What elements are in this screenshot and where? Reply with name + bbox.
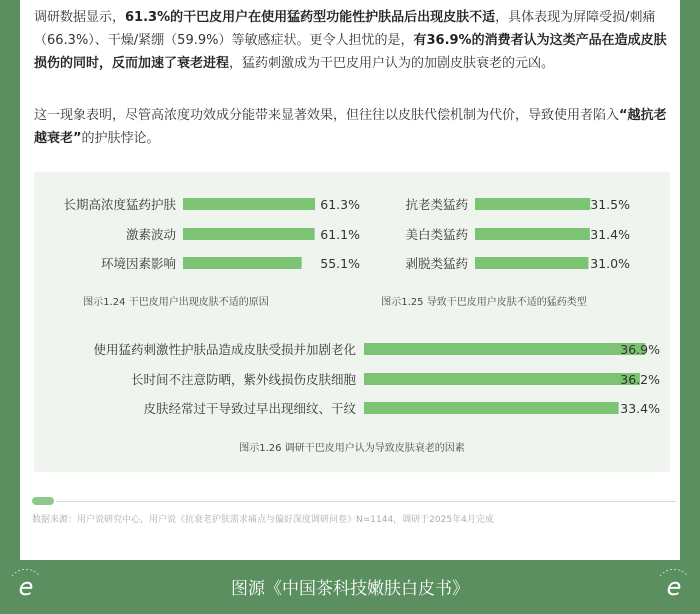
chart3-title: 图示1.26 调研干巴皮用户认为导致皮肤衰老的因素 <box>239 443 465 454</box>
chart2-value-label: 31.5% <box>590 197 630 212</box>
article-card <box>20 0 680 560</box>
chart2-category-label: 抗老类猛药 <box>405 197 468 212</box>
chart2-title: 图示1.25 导致干巴皮用户皮肤不适的猛药类型 <box>381 297 587 308</box>
chart3-bar <box>364 343 645 355</box>
chart1-value-label: 61.1% <box>320 227 360 242</box>
chart2-bar <box>475 198 590 210</box>
footer-title: 图源《中国茶科技嫩肤白皮书》 <box>231 579 469 599</box>
chart1-bar <box>183 198 315 210</box>
chart1-value-label: 61.3% <box>320 197 360 212</box>
chart3-value-label: 36.9% <box>620 342 660 357</box>
chart3-bar <box>364 402 619 414</box>
charts-panel <box>34 172 670 472</box>
chart1-category-label: 长期高浓度猛药护肤 <box>63 197 176 212</box>
chart1-category-label: 环境因素影响 <box>100 256 176 271</box>
chart3-category-label: 皮肤经常过干导致过早出现细纹、干纹 <box>143 401 356 416</box>
chart3-value-label: 36.2% <box>620 372 660 387</box>
svg-text:e: e <box>18 573 34 601</box>
intro-paragraph-2: 这一现象表明，尽管高浓度功效成分能带来显著效果，但往往以皮肤代偿机制为代价，导致使用者陷入“越抗老越衰老”的护肤悖论。 <box>34 108 667 146</box>
chart3-value-label: 33.4% <box>620 401 660 416</box>
chart3-category-label: 使用猛药刺激性护肤品造成皮肤受损并加剧老化 <box>93 342 356 357</box>
charts-svg <box>34 172 670 472</box>
chart3-bar <box>364 373 640 385</box>
footer-banner <box>0 560 700 614</box>
chart2-category-label: 剥脱类猛药 <box>405 256 468 271</box>
chart1-title: 图示1.24 干巴皮用户出现皮肤不适的原因 <box>83 297 269 308</box>
brand-logo-left <box>4 564 48 608</box>
chart3-category-label: 长时间不注意防晒，紫外线损伤皮肤细胞 <box>130 372 356 387</box>
chart2-bar <box>475 257 588 269</box>
chart2-value-label: 31.0% <box>590 256 630 271</box>
chart1-value-label: 55.1% <box>320 256 360 271</box>
chart2-bar <box>475 228 590 240</box>
intro-paragraph-1: 调研数据显示，61.3%的干巴皮用户在使用猛药型功能性护肤品后出现皮肤不适，具体表现为屏障受损/刺痛（66.3%）、干燥/紧绷（59.9%）等敏感症状。更令人担忧的是，有36.9%的消费者认为这类产品在造成皮肤损伤的同时，反而加速了衰老进程，猛药刺激成为干巴皮用户认为的加剧皮肤衰老的元凶。 <box>34 10 667 71</box>
brand-logo-right <box>652 564 696 608</box>
chart1-bar <box>183 228 315 240</box>
svg-text:e: e <box>666 573 682 601</box>
chart2-category-label: 美白类猛药 <box>405 227 468 242</box>
chart2-value-label: 31.4% <box>590 227 630 242</box>
chart1-bar <box>183 257 302 269</box>
data-source: 数据来源：用户说研究中心，用户说《抗衰老护肤需求痛点与偏好深度调研问卷》N=1144，调研于2025年4月完成 <box>32 515 494 525</box>
source-divider <box>56 501 676 502</box>
chart1-category-label: 激素波动 <box>125 227 176 242</box>
source-dots <box>32 497 54 505</box>
